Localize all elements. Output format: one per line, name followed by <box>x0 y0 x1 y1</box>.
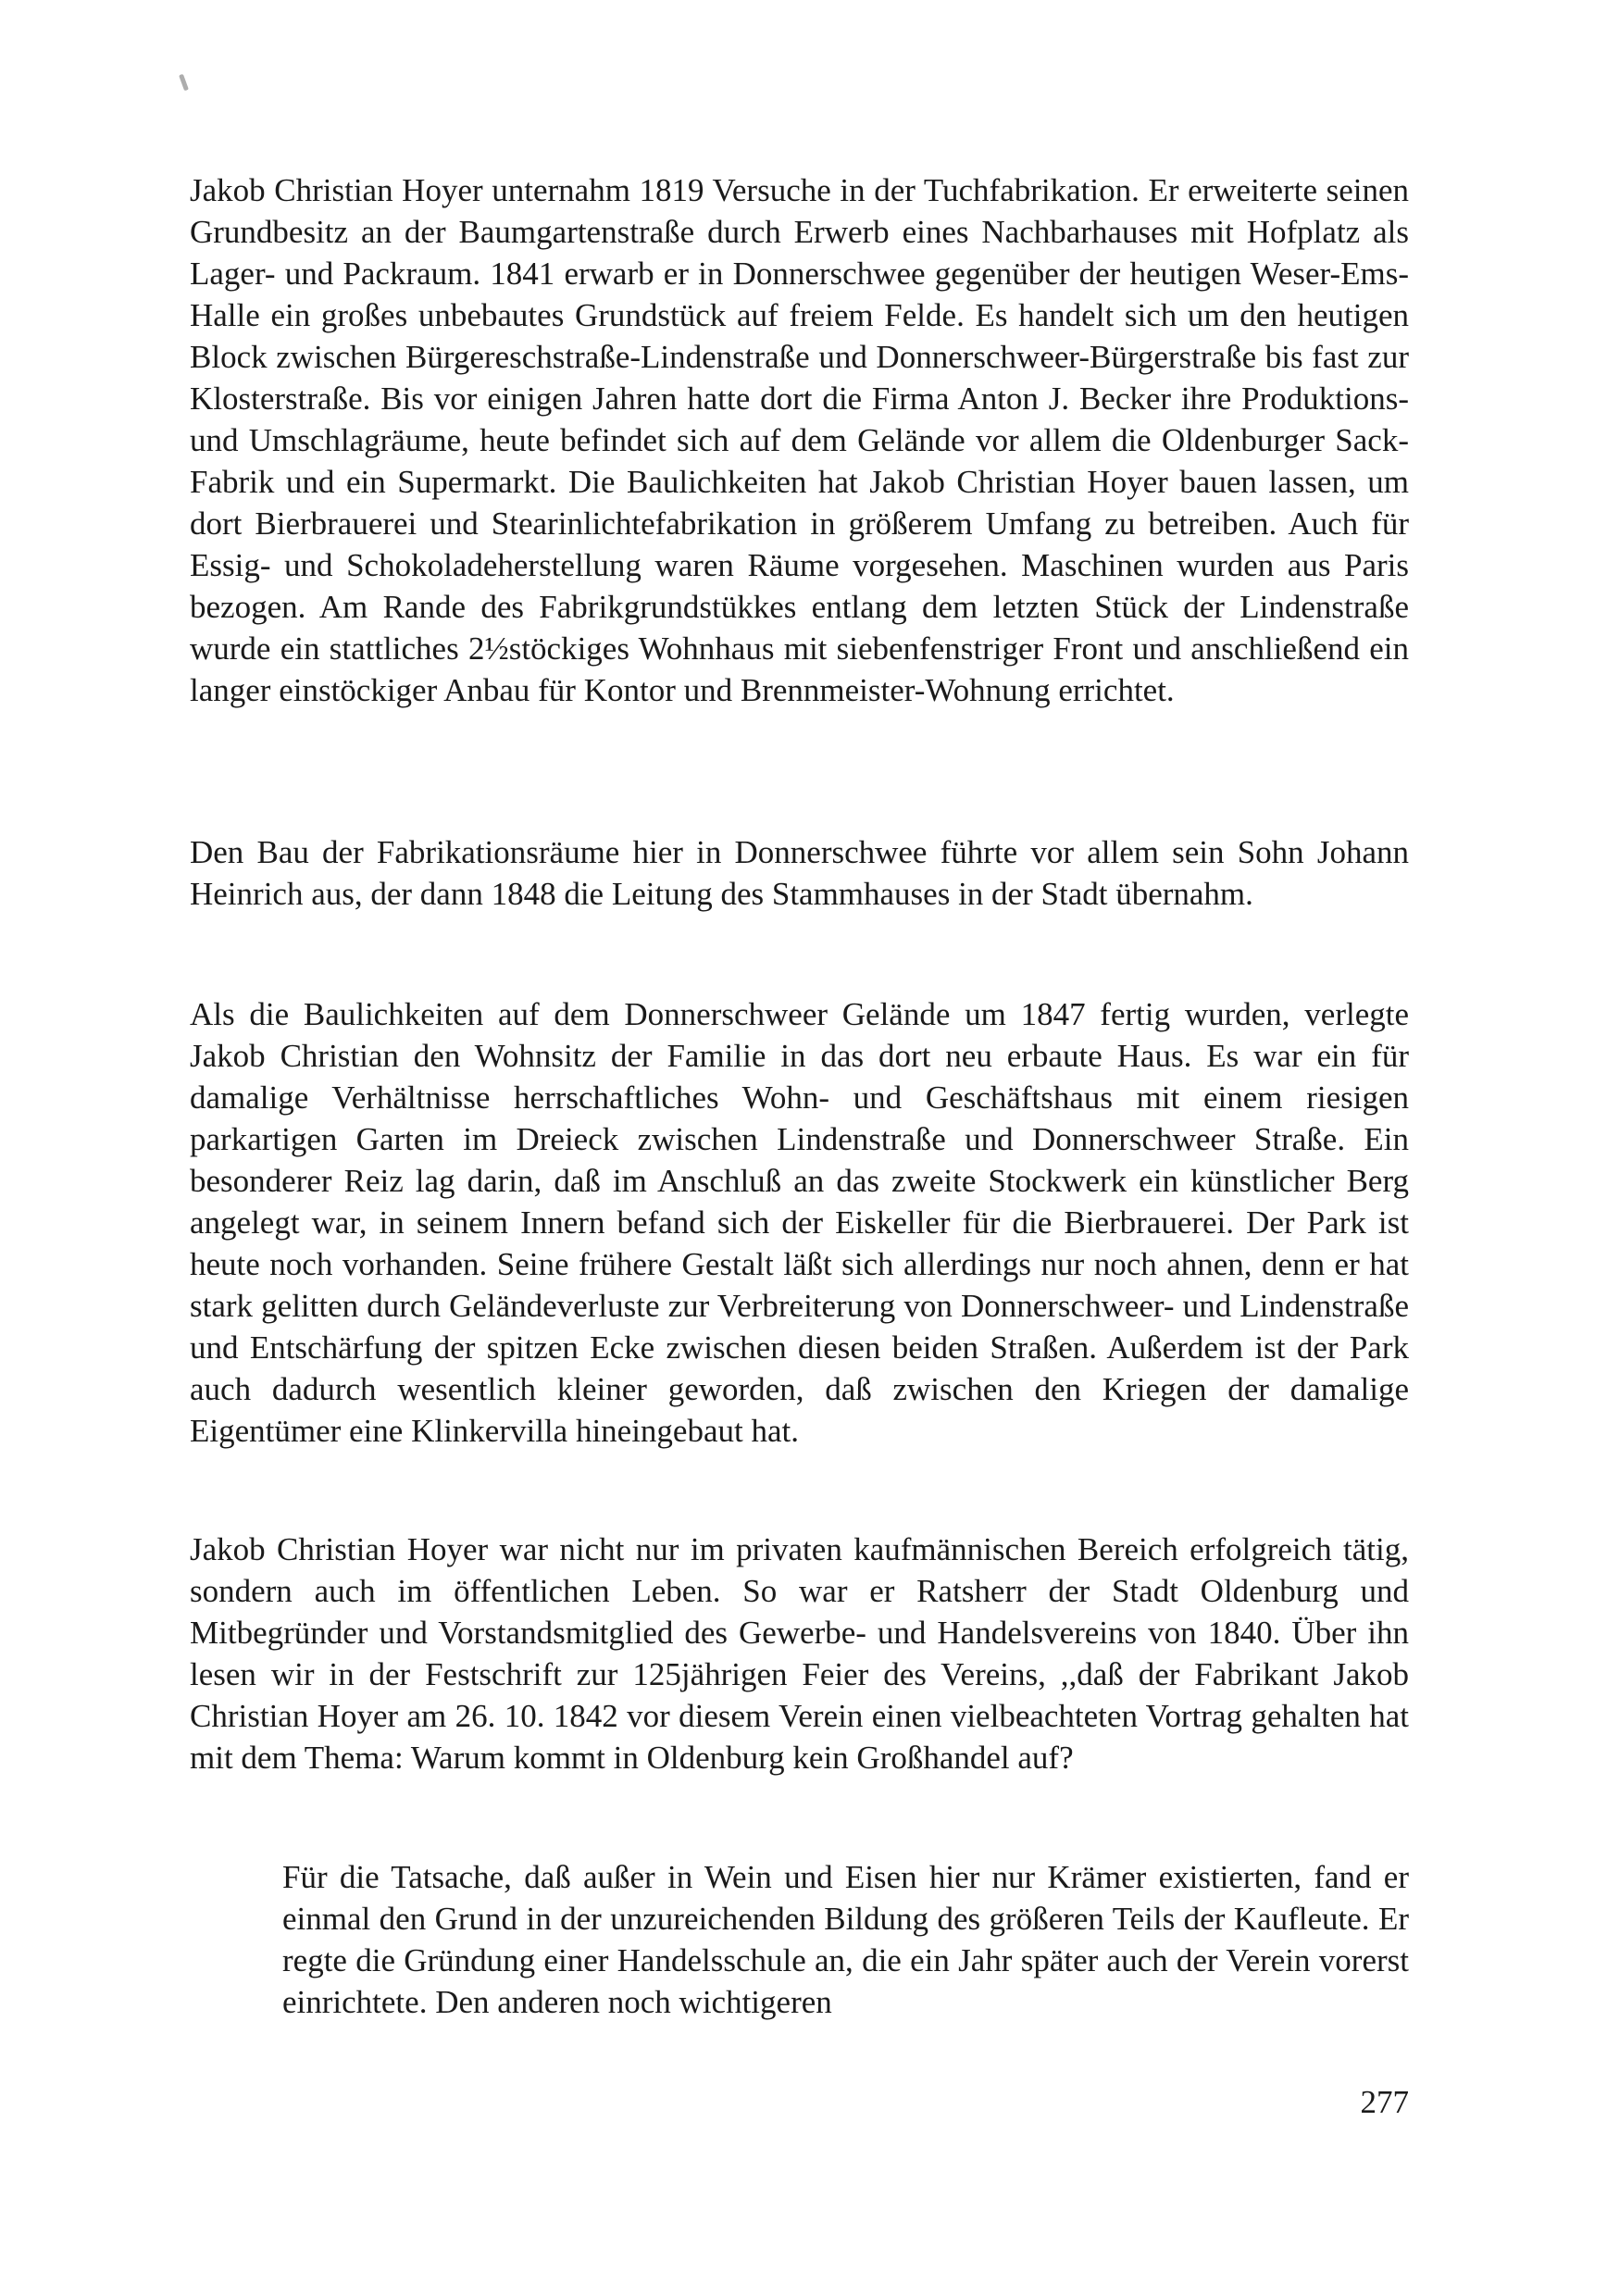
paragraph-4: Jakob Christian Hoyer war nicht nur im privaten kaufmännischen Bereich erfolgreich tätig, sondern auch im öffentlichen Leben. So war er Ratsherr der Stadt Oldenburg und Mitbegründer und Vorstandsmitglied des Gewerbe- und Handelsvereins von 1840. Über ihn lesen wir in der Festschrift zur 125jährigen Feier des Vereins, ,,daß der Fabrikant Jakob Christian Hoyer am 26. 10. 1842 vor diesem Verein einen vielbeachteten Vortrag gehalten hat mit dem Thema: Warum kommt in Oldenburg kein Großhandel auf? <box>190 1531 1409 1776</box>
scan-speck <box>179 74 189 92</box>
paragraph-3: Als die Baulichkeiten auf dem Donnerschweer Gelände um 1847 fertig wurden, verlegte Jakob Christian den Wohnsitz der Familie in das dort neu erbaute Haus. Es war ein für damalige Verhältnisse herrschaftliches Wohn- und Geschäftshaus mit einem riesigen parkartigen Garten im Dreieck zwischen Lindenstraße und Donnerschweer Straße. Ein besonderer Reiz lag darin, daß im Anschluß an das zweite Stockwerk ein künstlicher Berg angelegt war, in seinem Innern befand sich der Eiskeller für die Bierbrauerei. Der Park ist heute noch vorhanden. Seine frühere Gestalt läßt sich allerdings nur noch ahnen, denn er hat stark gelitten durch Geländeverluste zur Verbreiterung von Donnerschweer- und Lindenstraße und Entschärfung der spitzen Ecke zwischen diesen beiden Straßen. Außerdem ist der Park auch dadurch wesentlich kleiner geworden, daß zwischen den Kriegen der damalige Eigentümer eine Klinkervilla hineingebaut hat. <box>190 996 1409 1449</box>
paragraph-1: Jakob Christian Hoyer unternahm 1819 Versuche in der Tuchfabrikation. Er erweiterte seinen Grundbesitz an der Baumgartenstraße durch Erwerb eines Nachbarhauses mit Hofplatz als Lager- und Packraum. 1841 erwarb er in Donnerschwee gegenüber der heutigen Weser-Ems-Halle ein großes unbebautes Grundstück auf freiem Felde. Es handelt sich um den heutigen Block zwischen Bürgereschstraße-Lindenstraße und Donnerschweer-Bürgerstraße bis fast zur Klosterstraße. Bis vor einigen Jahren hatte dort die Firma Anton J. Becker ihre Produktions- und Umschlagräume, heute befindet sich auf dem Gelände vor allem die Oldenburger Sack-Fabrik und ein Supermarkt. Die Baulichkeiten hat Jakob Christian Hoyer bauen lassen, um dort Bierbrauerei und Stearinlichtefabrikation in größerem Umfang zu betreiben. Auch für Essig- und Schokoladeherstellung waren Räume vorgesehen. Maschinen wurden aus Paris bezogen. Am Rande des Fabrikgrundstükkes entlang dem letzten Stück der Lindenstraße wurde ein stattliches 2½stöckiges Wohnhaus mit siebenfenstriger Front und anschließend ein langer einstöckiger Anbau für Kontor und Brennmeister-Wohnung errichtet. <box>190 172 1409 708</box>
page-number: 277 <box>1360 2084 1409 2120</box>
paragraph-2: Den Bau der Fabrikationsräume hier in Donnerschwee führte vor allem sein Sohn Johann Heinrich aus, der dann 1848 die Leitung des Stammhauses in der Stadt übernahm. <box>190 834 1409 912</box>
block-quote: Für die Tatsache, daß außer in Wein und Eisen hier nur Krämer existierten, fand er einmal den Grund in der unzureichenden Bildung des größeren Teils der Kaufleute. Er regte die Gründung einer Handelsschule an, die ein Jahr später auch der Verein vorerst einrichtete. Den anderen noch wichtigeren <box>282 1859 1409 2020</box>
